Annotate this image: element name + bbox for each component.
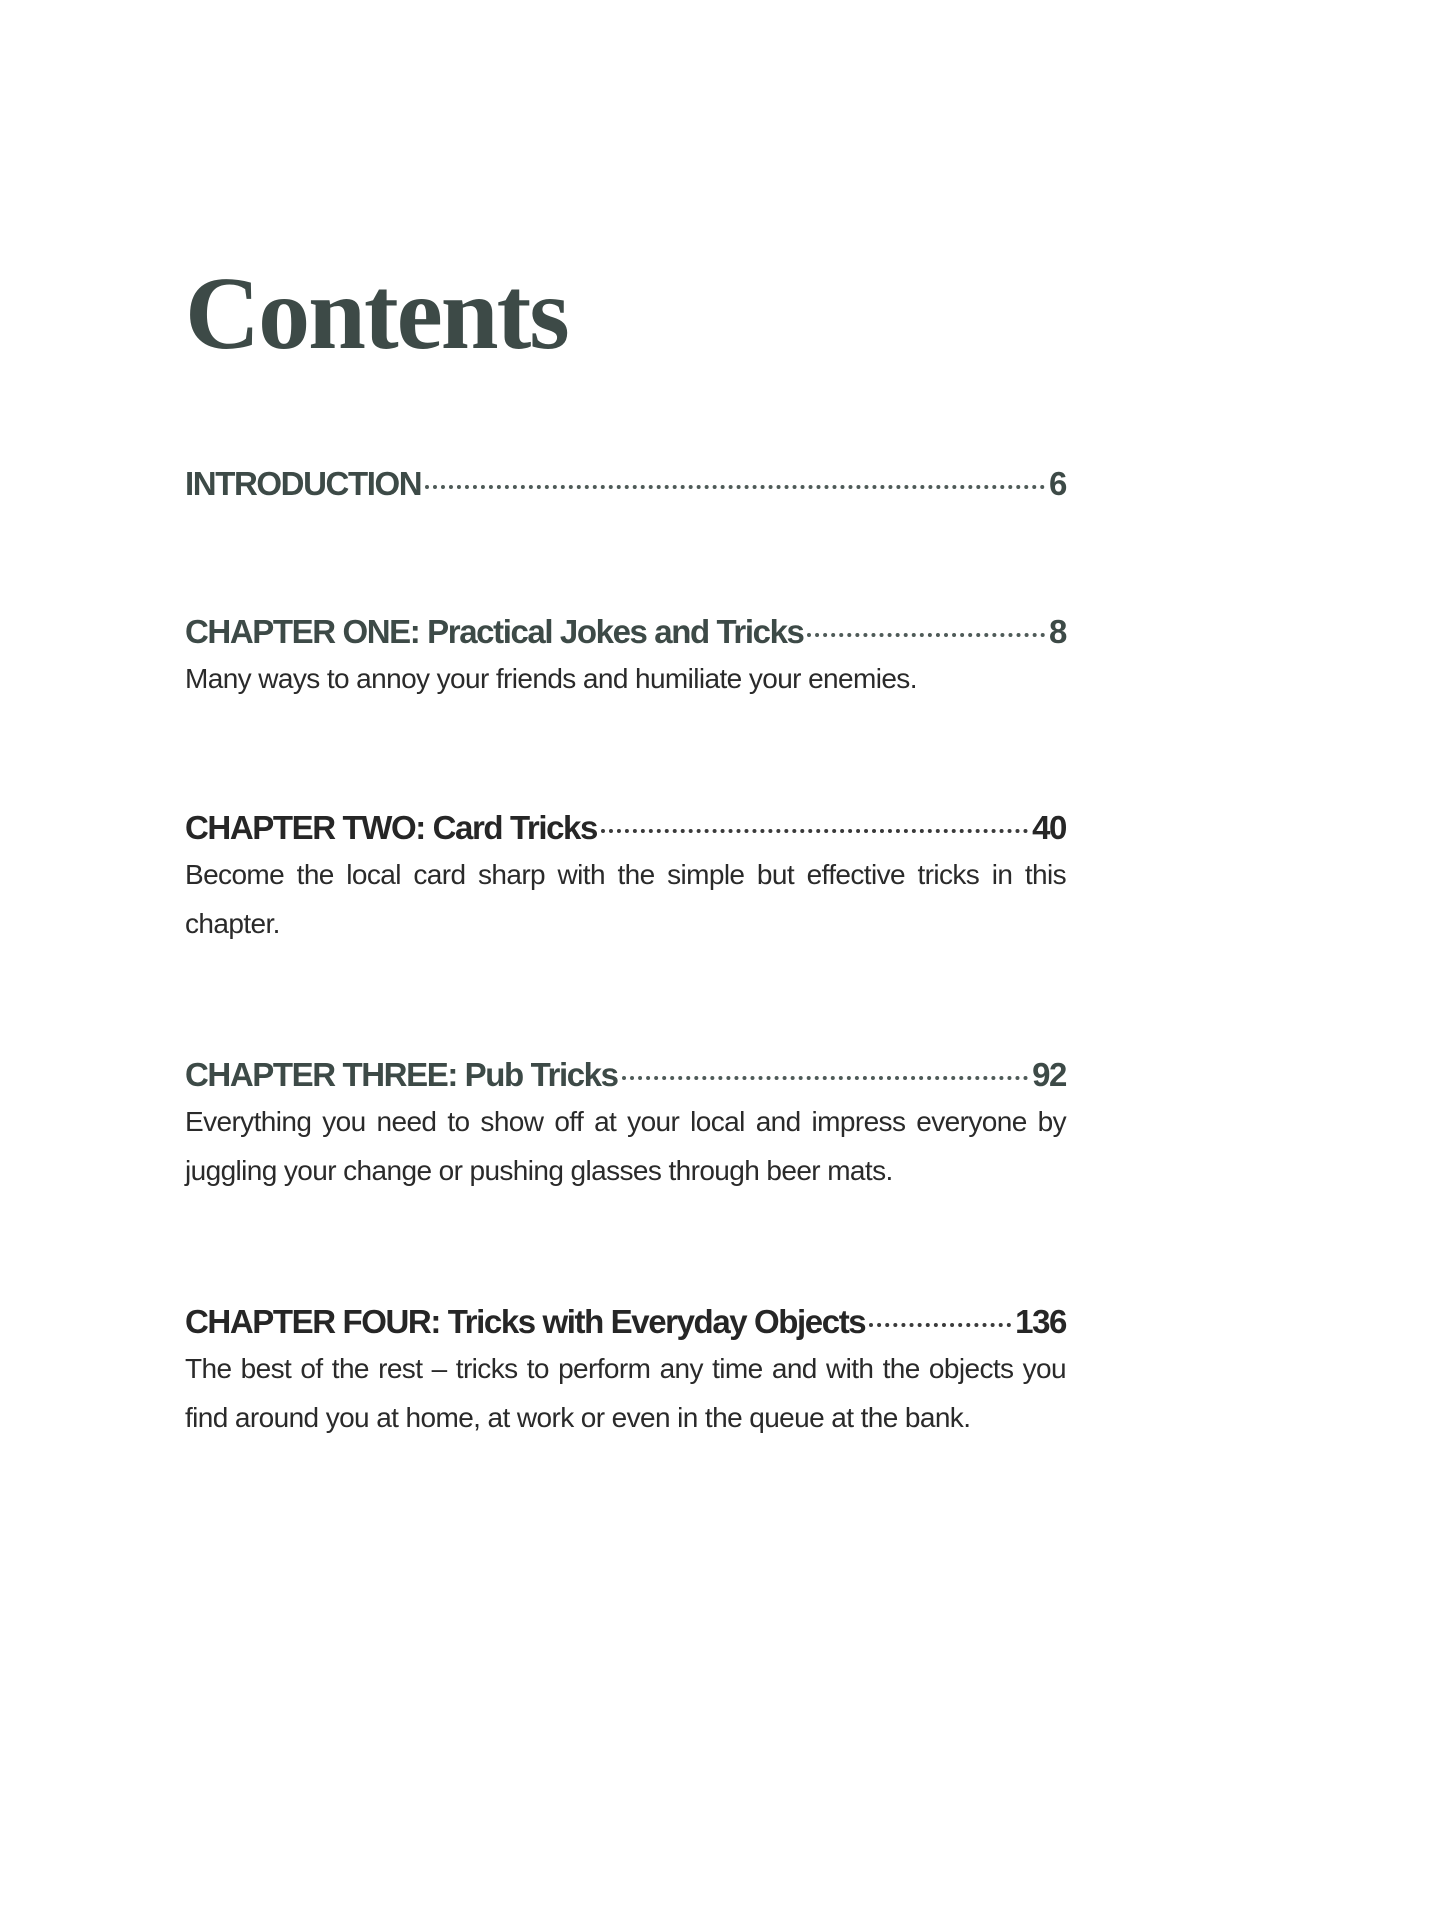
toc-label: CHAPTER TWO: Card Tricks [185,809,597,846]
toc-label: CHAPTER THREE: Pub Tricks [185,1056,618,1093]
toc-description: Many ways to annoy your friends and humiliate your enemies. [185,663,917,694]
toc-heading[interactable] [185,610,1066,654]
leader-dots [425,485,1045,489]
toc-heading[interactable] [185,1053,1066,1097]
toc-entry-chapter-one [185,610,1066,703]
leader-dots [807,633,1045,637]
toc-heading[interactable] [185,462,1066,506]
toc-description: Become the local card sharp with the simple but effective tricks in this chapter. [185,859,1066,939]
leader-dots [869,1323,1011,1327]
toc-label: CHAPTER FOUR: Tricks with Everyday Objects [185,1303,866,1340]
leader-dots [622,1076,1029,1080]
toc-entry-chapter-four [185,1300,1066,1442]
toc-label: INTRODUCTION [185,465,422,502]
toc-description: Everything you need to show off at your local and impress everyone by juggling your change or pushing glasses through beer mats. [185,1106,1066,1186]
toc-entry-chapter-three [185,1053,1066,1195]
page-title: Contents [185,256,568,371]
toc-page-number: 6 [1049,465,1066,502]
toc-entry-chapter-two [185,806,1066,948]
toc-page-number: 8 [1049,613,1066,650]
toc-page-number: 40 [1032,809,1066,846]
leader-dots [601,829,1028,833]
toc-label: CHAPTER ONE: Practical Jokes and Tricks [185,613,804,650]
toc-description: The best of the rest – tricks to perform any time and with the objects you find around you at home, at work or even in the queue at the bank. [185,1353,1066,1433]
toc-heading[interactable] [185,806,1066,850]
toc-heading[interactable] [185,1300,1066,1344]
toc-page-number: 92 [1032,1056,1066,1093]
toc-entry-introduction [185,462,1066,506]
toc-page-number: 136 [1015,1303,1066,1340]
